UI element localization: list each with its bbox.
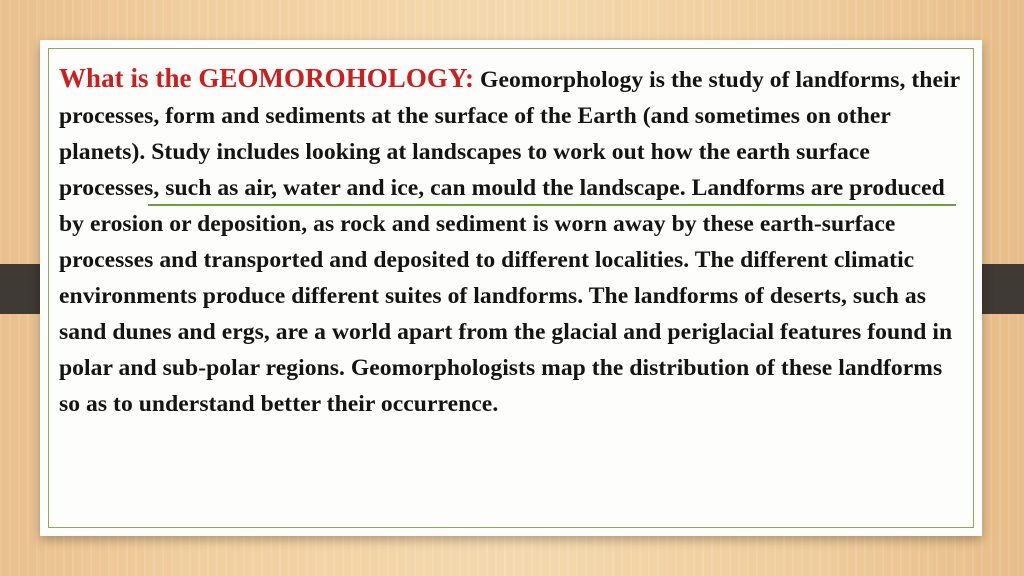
left-side-tab [0,264,40,314]
slide-heading: What is the GEOMOROHOLOGY: [59,63,475,93]
slide-text-block [59,60,969,422]
slide-body-text: Geomorphology is the study of landforms, their processes, form and sediments at the surface of the Earth (and sometimes on other planets). Study includes looking at landscapes to work out how the earth surface processes, such as air, water and ice, can mould the landscape. Landforms are produced by erosion or deposition, as rock and sediment is worn away by these earth-surface processes and transported and deposited to different localities. The different climatic environments produce different suites of landforms. The landforms of deserts, such as sand dunes and ergs, are a world apart from the glacial and periglacial features found in polar and sub-polar regions. Geomorphologists map the distribution of these landforms so as to understand better their occurrence. [59,67,960,417]
underline-annotation [148,204,956,206]
slide-card [40,40,982,536]
